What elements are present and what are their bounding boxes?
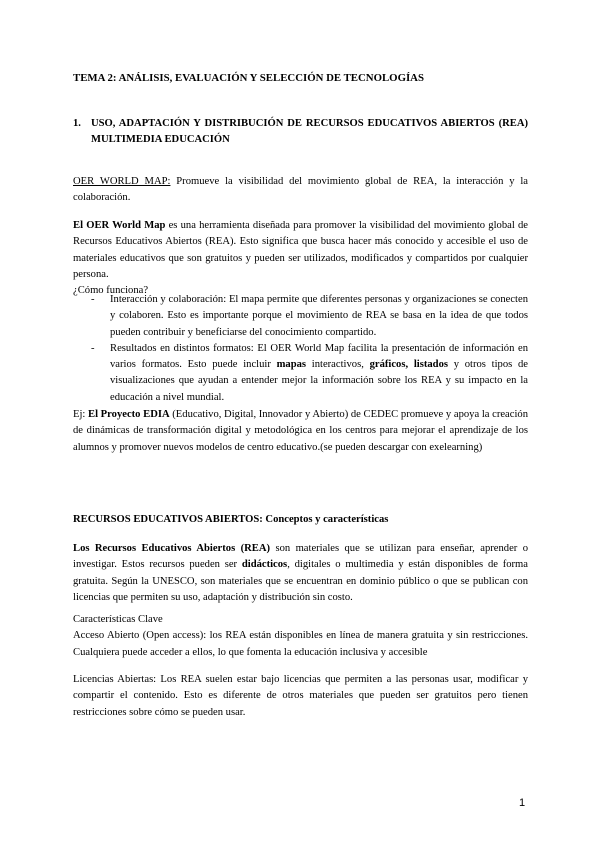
section-2-heading (73, 512, 528, 528)
oer-intro-text: Promueve la visibilidad del movimiento global de REA, la interacción y la colaboración. (73, 176, 528, 204)
bullet-2-bold-graphs: gráficos, listados (369, 359, 448, 371)
list-item (73, 292, 528, 341)
bullet-2-text-end: y otros tipos de visualizaciones que ayudan a entender mejor la información sobre los REA y su impacto en la educación a nivel mundial. (110, 359, 528, 403)
bullet-2-text: Resultados en distintos formatos: El OER World Map facilita la presentación de información en varios formatos. Esto puede incluir (110, 342, 528, 371)
example-project-name: El Proyecto EDIA (88, 409, 170, 420)
example-text: (Educativo, Digital, Innovador y Abierto) de CEDEC promueve y apoya la creación de dinámicas de transformación digital y metodológica en los centros para mejorar el aprendizaje de los alumnos y promover nuevos modelos de centro educativo.(se pueden descargar con exelearning) (73, 409, 528, 453)
bullet-1-text: Interacción y colaboración: El mapa permite que diferentes personas y organizaciones se conecten y colaboren. Esto es importante porque el movimiento de REA se basa en la idea de que todos pueden contribuir y beneficiarse del conocimiento compartido. (110, 294, 528, 338)
rea-definition-bold: Los Recursos Educativos Abiertos (REA) (73, 543, 271, 554)
open-licenses-paragraph: Licencias Abiertas: Los REA suelen estar bajo licencias que permiten a las personas usar, modificar y compartir el contenido. Esto es diferente de otros materiales que pueden ser gratuitos pero tienen restricciones sobre cómo se pueden usar. (73, 674, 528, 718)
section-1-heading-text: USO, ADAPTACIÓN Y DISTRIBUCIÓN DE RECURSOS EDUCATIVOS ABIERTOS (REA) MULTIMEDIA EDUCACIÓN (91, 118, 528, 146)
page-number: 1 (519, 797, 526, 809)
oer-bullet-list (73, 292, 528, 406)
characteristics-title: Características Clave (73, 614, 163, 625)
rea-definition-text: son materiales que se utilizan para enseñar, aprender o investigar. Estos recursos pueden ser (73, 543, 529, 571)
how-it-works-question: ¿Cómo funciona? (73, 285, 149, 297)
section-2-heading-sub: Conceptos y características (262, 514, 389, 525)
example-prefix: Ej: (73, 409, 89, 420)
bullet-2-bold-maps: mapas (276, 359, 307, 371)
characteristics-block (73, 612, 528, 661)
oer-description-paragraph (73, 218, 528, 299)
rea-definition-paragraph (73, 541, 528, 606)
oer-world-map-label: OER WORLD MAP: (73, 176, 171, 187)
rea-definition-text-end: , digitales o multimedia y están disponibles de forma gratuita. Según la UNESCO, son materiales que se encuentran en dominio público o que se publican con licencias que permiten su uso, adaptación y distribución sin costo. (73, 559, 528, 603)
section-2-heading-main: RECURSOS EDUCATIVOS ABIERTOS: (73, 514, 263, 525)
bullet-dash: - (91, 342, 95, 354)
section-1-number: 1. (73, 118, 81, 129)
oer-bold-lead: El OER World Map (73, 220, 166, 231)
section-1-heading (73, 116, 528, 149)
list-item (73, 341, 528, 406)
bullet-dash: - (91, 294, 95, 305)
document-title: TEMA 2: ANÁLISIS, EVALUACIÓN Y SELECCIÓN DE TECNOLOGÍAS (73, 72, 424, 84)
example-paragraph (73, 407, 528, 456)
oer-intro-paragraph (73, 174, 528, 207)
rea-definition-bold-didactic: didácticos (241, 559, 288, 571)
open-access-text: Acceso Abierto (Open access): los REA están disponibles en línea de manera gratuita y sin restricciones. Cualquiera puede acceder a ellos, lo que fomenta la educación inclusiva y accesible (73, 630, 528, 658)
bullet-2-text-cont: interactivos, (306, 359, 370, 371)
oer-description-text: es una herramienta diseñada para promover la visibilidad del movimiento global de Recursos Educativos Abiertos (REA). Esto significa que busca hacer más conocido y accesible el uso de materiales educativos que son gratuitos y pueden ser utilizados, modificados y compartidos por cualquier persona. (73, 220, 528, 280)
